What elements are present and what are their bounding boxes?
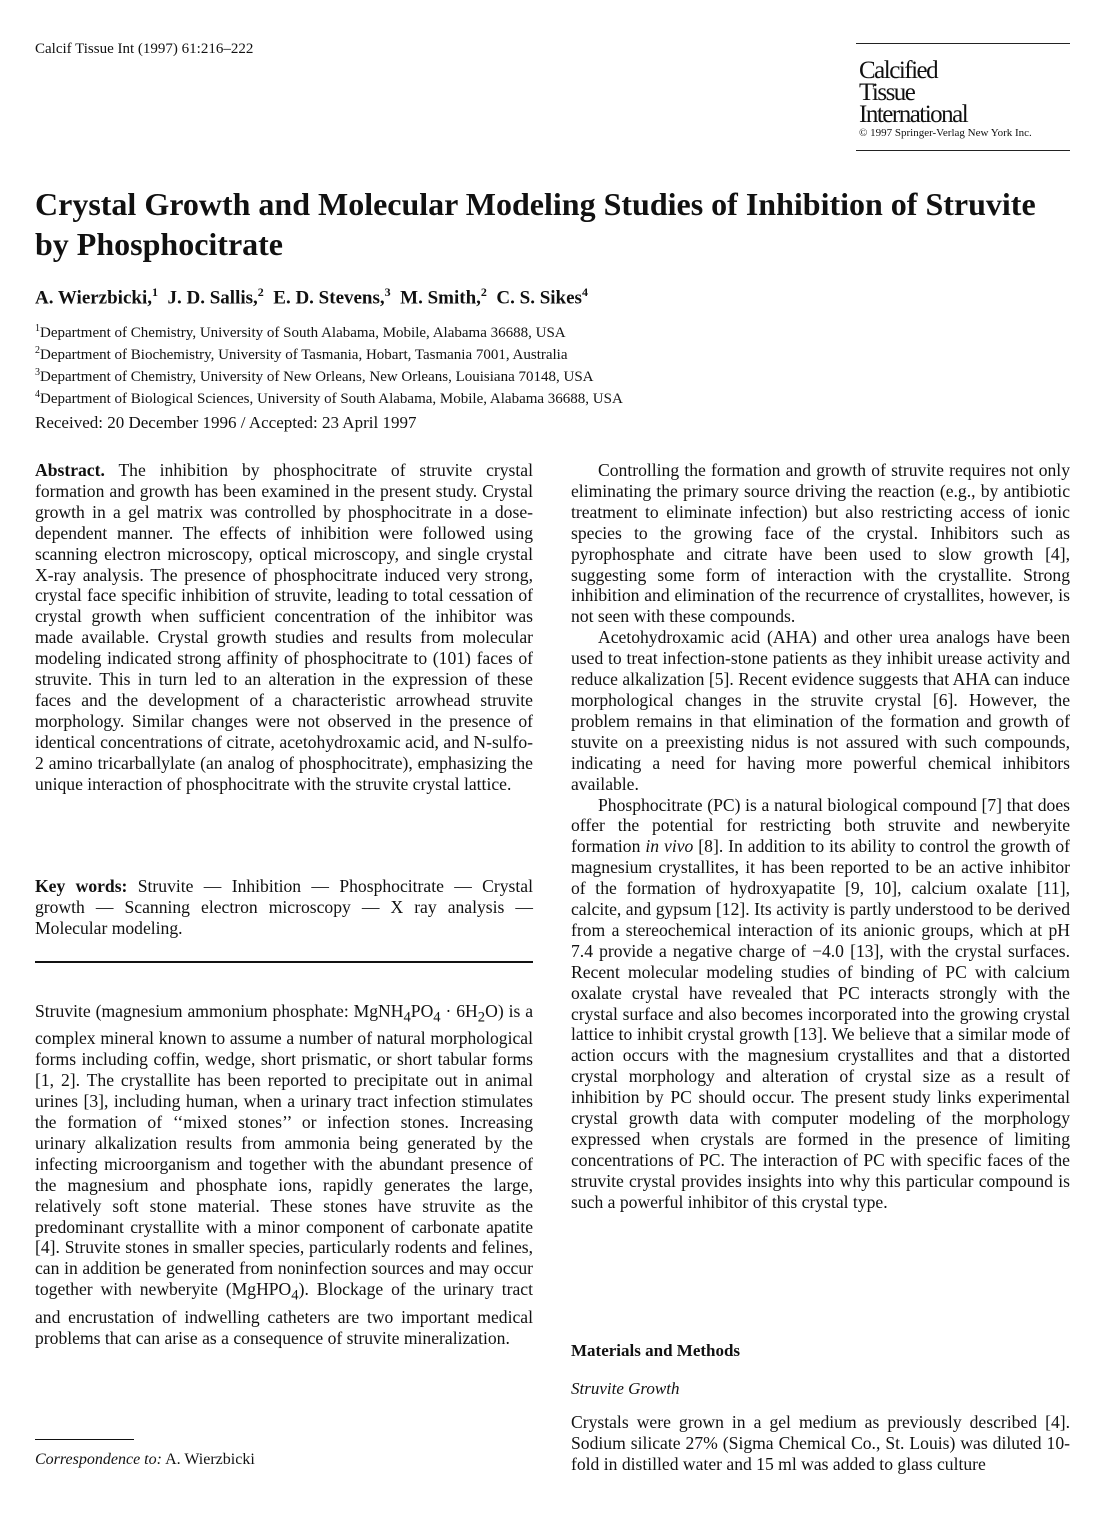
author-affil-mark: 1 — [152, 285, 158, 299]
paper-title: Crystal Growth and Molecular Modeling Studies of Inhibition of Struvite by Phosphocitrate — [35, 186, 1036, 262]
intro-text: PO — [410, 1001, 434, 1021]
body-paragraph — [571, 795, 1070, 1213]
section-divider — [35, 961, 533, 963]
body-paragraph: Controlling the formation and growth of struvite requires not only eliminating the primary source driving the reaction (e.g., by antibiotic treatment to eliminate infection) but also restricting access of ionic species to the growing face of the crystal. Inhibitors such as pyrophosphate and citrate have been used to slow growth [4], suggesting some form of interaction with the crystallite. Strong inhibition and elimination of the recurrence of crystallites, however, is not seen with these compounds. — [571, 460, 1070, 627]
logo-word-1: Calcified — [859, 57, 938, 84]
affiliation-text: Department of Biochemistry, University of Tasmania, Hobart, Tasmania 7001, Australia — [40, 347, 568, 363]
affiliation-list — [35, 320, 623, 408]
subscript: 4 — [433, 1009, 441, 1026]
author-affil-mark: 4 — [581, 285, 588, 299]
abstract-text: The inhibition by phosphocitrate of struvite crystal formation and growth has been examined in the present study. Crystal growth in a gel matrix was controlled by phosphocitrate in a dose-dependent manner. The effects of inhibition were followed using scanning electron microscopy, optical microscopy, and single crystal X-ray analysis. The presence of phosphocitrate induced very strong, crystal face specific inhibition of struvite, leading to total cessation of crystal growth when sufficient concentration of the inhibitor was made available. Crystal growth studies and results from molecular modeling indicated strong affinity of phosphocitrate to (101) faces of struvite. This in turn led to an alteration in the expression of these faces and the development of a characteristic arrowhead struvite morphology. Similar changes were not observed in the presence of identical concentrations of citrate, acetohydroxamic acid, and N-sulfo-2 amino tricarballylate (an analog of phosphocitrate), emphasizing the unique interaction of phosphocitrate with the struvite crystal lattice. — [35, 460, 533, 794]
affiliation-item — [35, 320, 623, 342]
italic-term: in vivo — [645, 836, 694, 857]
author-list — [35, 285, 588, 309]
affiliation-item — [35, 386, 623, 408]
affiliation-text: Department of Chemistry, University of New Orleans, New Orleans, Louisiana 70148, USA — [40, 369, 594, 385]
author-affil-mark: 2 — [257, 285, 264, 299]
affiliation-number: 3 — [35, 367, 40, 378]
affiliation-text: Department of Biological Sciences, University of South Alabama, Mobile, Alabama 36688, USA — [40, 391, 623, 407]
intro-text: ). Blockage of the urinary tract and encrustation of indwelling catheters are two important medical problems that can arise as a consequence of struvite mineralization. — [35, 1279, 533, 1348]
journal-logo — [856, 43, 1070, 151]
affiliation-item — [35, 342, 623, 364]
affiliation-text: Department of Chemistry, University of South Alabama, Mobile, Alabama 36688, USA — [40, 325, 566, 341]
body-text: Phosphocitrate (PC) is a natural biological compound [7] that does offer the potential for restricting both struvite and newberyite formation — [571, 794, 1070, 857]
keywords-block — [35, 876, 533, 939]
subscript: 2 — [477, 1009, 486, 1026]
section-heading: Materials and Methods — [571, 1341, 741, 1360]
subscript: 4 — [403, 1009, 411, 1026]
intro-text: O) is a complex mineral known to assume a number of natural morphological forms including coffin, wedge, short prismatic, or short tabular forms [1, 2]. The crystallite has been reported to precipitate out in animal urines [3], including human, when a urinary tract infection stimulates the formation of ‘‘mixed stones’’ or infection stones. Increasing urinary alkalization results from ammonia being generated by the infecting microorganism and together with the abundant presence of the magnesium and phosphate ions, rapidly generates the large, relatively soft stone material. These stones have struvite as the predominant crystallite with a minor component of carbonate apatite [4]. Struvite stones in smaller species, particularly rodents and felines, can in addition be generated from noninfection sources and may occur together with newberyite (MgHPO — [35, 1001, 533, 1300]
intro-text: · 6H — [440, 1001, 478, 1021]
abstract-block — [35, 460, 533, 795]
abstract-label: Abstract. — [35, 460, 105, 480]
keywords-text: Struvite — Inhibition — Phosphocitrate — Crystal growth — Scanning electron microscopy — X ray analysis — Molecular modeling. — [35, 876, 533, 938]
affiliation-item — [35, 364, 623, 386]
footnote-label: Correspondence to: — [35, 1451, 162, 1468]
subscript: 4 — [291, 1287, 299, 1304]
logo-word-3: International — [859, 101, 968, 128]
author-name: M. Smith, — [400, 287, 481, 309]
footnote-text: A. Wierzbicki — [165, 1451, 255, 1468]
author-affil-mark: 3 — [384, 285, 391, 299]
footnote-rule — [35, 1439, 134, 1440]
author-name: C. S. Sikes — [496, 287, 582, 309]
correspondence-footnote — [35, 1451, 255, 1469]
subsection-heading: Struvite Growth — [571, 1379, 680, 1398]
methods-paragraph — [571, 1412, 1070, 1475]
author-affil-mark: 2 — [480, 285, 487, 299]
author-name: A. Wierzbicki, — [35, 287, 152, 309]
body-paragraph: Crystals were grown in a gel medium as previously described [4]. Sodium silicate 27% (Sigma Chemical Co., St. Louis) was diluted 10-fold in distilled water and 15 ml was added to glass culture — [571, 1412, 1070, 1474]
affiliation-number: 1 — [35, 323, 40, 334]
body-paragraph: Acetohydroxamic acid (AHA) and other urea analogs have been used to treat infection-stone patients as they inhibit urease activity and reduce alkalization [5]. Recent evidence suggests that AHA can induce morphological changes in the struvite crystal [6]. However, the problem remains in that elimination of the formation and growth of stuvite on a preexisting nidus is not assured with such compounds, indicating a need for having more powerful chemical inhibitors available. — [571, 627, 1070, 794]
intro-paragraph — [35, 1001, 533, 1349]
journal-citation: Calcif Tissue Int (1997) 61:216–222 — [35, 41, 254, 57]
logo-word-2: Tissue — [859, 79, 915, 106]
copyright-line: © 1997 Springer-Verlag New York Inc. — [859, 127, 1032, 139]
author-name: E. D. Stevens, — [273, 287, 385, 309]
right-column-body — [571, 460, 1070, 1213]
affiliation-number: 2 — [35, 345, 40, 356]
keywords-label: Key words: — [35, 876, 128, 896]
body-text: [8]. In addition to its ability to control the growth of magnesium crystallites, it has been reported to be an active inhibitor of the formation of hydroxyapatite [9, 10], calcium oxalate [11], calcite, and gypsum [12]. Its activity is partly understood to be derived from a stereochemical interaction of its anionic groups, which at pH 7.4 provide a negative charge of −4.0 [13], with the crystal surfaces. Recent molecular modeling studies of binding of PC with calcium oxalate crystal have revealed that PC interacts strongly with the crystal surface and also becomes incorporated into the growing crystal lattice to inhibit crystal growth [13]. We believe that a similar mode of action occurs with the magnesium crystallites and that a distorted crystal morphology and alteration of crystal size as a result of inhibition by PC should occur. The present study links experimental crystal growth data with computer modeling of the morphology expressed when crystals are formed in the presence of limiting concentrations of PC. The interaction of PC with specific faces of the struvite crystal provides insights into why this particular compound is such a powerful inhibitor of this crystal type. — [571, 836, 1071, 1212]
received-dates: Received: 20 December 1996 / Accepted: 23 April 1997 — [35, 413, 417, 432]
affiliation-number: 4 — [35, 389, 40, 400]
author-name: J. D. Sallis, — [167, 287, 258, 309]
intro-text: Struvite (magnesium ammonium phosphate: MgNH — [35, 1001, 404, 1021]
